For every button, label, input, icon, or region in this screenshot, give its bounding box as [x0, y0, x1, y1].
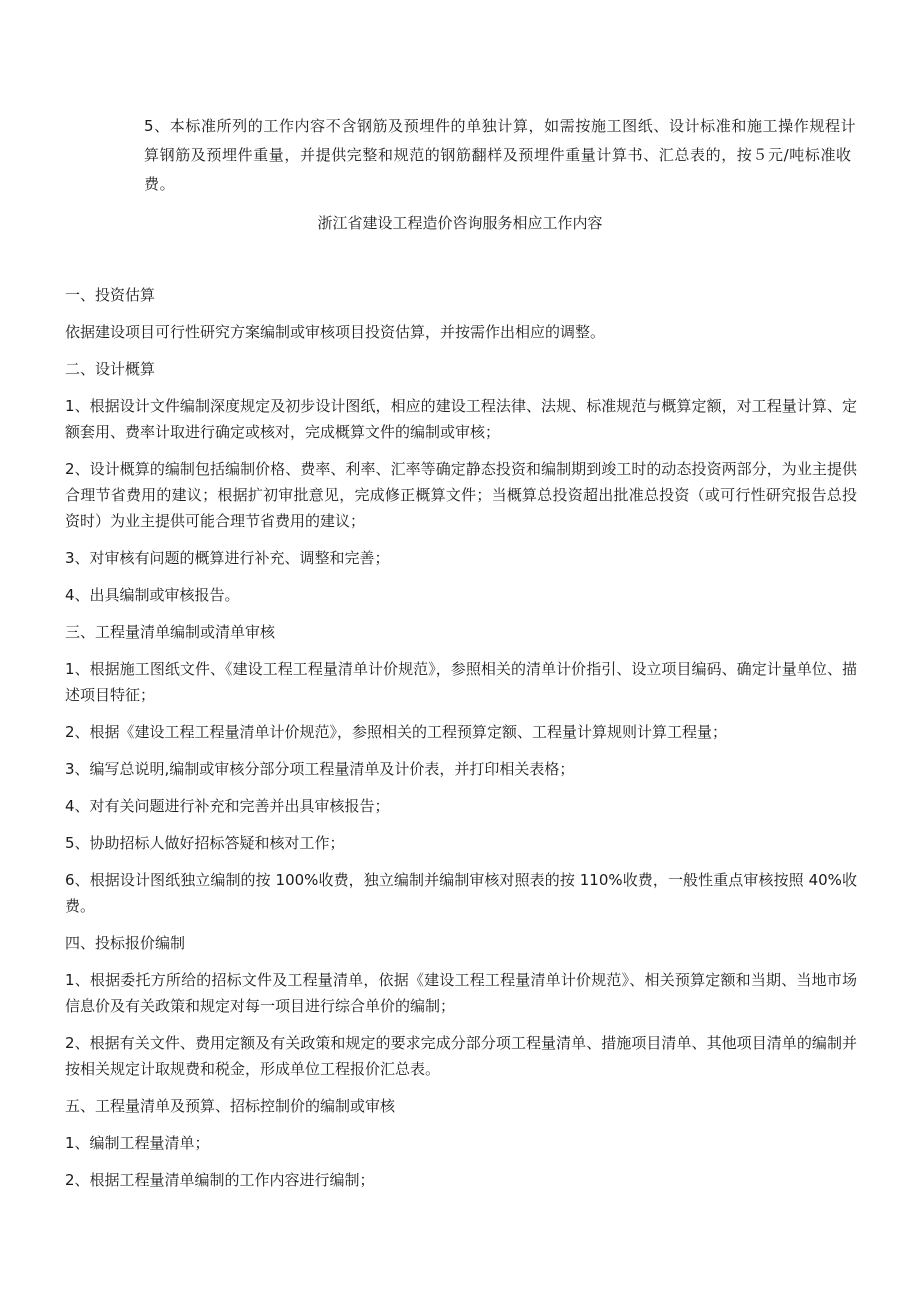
section-paragraph: 2、根据有关文件、费用定额及有关政策和规定的要求完成分部分项工程量清单、措施项目清单、其他项目清单的编制并按相关规定计取规费和税金，形成单位工程报价汇总表。 — [65, 1034, 857, 1078]
section-heading: 一、投资估算 — [65, 286, 156, 304]
section-paragraph: 依据建设项目可行性研究方案编制或审核项目投资估算，并按需作出相应的调整。 — [65, 323, 606, 341]
section-heading: 五、工程量清单及预算、招标控制价的编制或审核 — [65, 1097, 396, 1115]
intro-paragraph: 5、本标准所列的工作内容不含钢筋及预埋件的单独计算，如需按施工图纸、设计标准和施工操作规程计算钢筋及预埋件重量，并提供完整和规范的钢筋翻样及预埋件重量计算书、汇总表的，按５元/吨标准收费。 — [144, 117, 857, 193]
section-paragraph: 2、根据工程量清单编制的工作内容进行编制； — [65, 1171, 375, 1189]
document-title: 浙江省建设工程造价咨询服务相应工作内容 — [317, 214, 603, 232]
section-paragraph: 6、根据设计图纸独立编制的按 100%收费，独立编制并编制审核对照表的按 110%收费，一般性重点审核按照 40%收费。 — [65, 871, 857, 915]
section-heading: 三、工程量清单编制或清单审核 — [65, 623, 276, 641]
section-paragraph: 2、设计概算的编制包括编制价格、费率、利率、汇率等确定静态投资和编制期到竣工时的动态投资两部分，为业主提供合理节省费用的建议；根据扩初审批意见，完成修正概算文件；当概算总投资超出批准总投资（或可行性研究报告总投资时）为业主提供可能合理节省费用的建议； — [65, 460, 857, 530]
document-body — [65, 282, 857, 1204]
section-paragraph: 1、根据委托方所给的招标文件及工程量清单，依据《建设工程工程量清单计价规范》、相关预算定额和当期、当地市场信息价及有关政策和规定对每一项目进行综合单价的编制； — [65, 971, 857, 1015]
section-paragraph: 1、编制工程量清单； — [65, 1134, 210, 1152]
section-heading: 二、设计概算 — [65, 360, 156, 378]
section-paragraph: 3、对审核有问题的概算进行补充、调整和完善； — [65, 549, 390, 567]
section-paragraph: 3、编写总说明,编制或审核分部分项工程量清单及计价表，并打印相关表格； — [65, 760, 575, 778]
section-paragraph: 4、出具编制或审核报告。 — [65, 586, 240, 604]
section-paragraph: 5、协助招标人做好招标答疑和核对工作； — [65, 834, 345, 852]
section-heading: 四、投标报价编制 — [65, 934, 186, 952]
section-paragraph: 4、对有关问题进行补充和完善并出具审核报告； — [65, 797, 390, 815]
section-paragraph: 2、根据《建设工程工程量清单计价规范》，参照相关的工程预算定额、工程量计算规则计算工程量； — [65, 723, 728, 741]
section-paragraph: 1、根据施工图纸文件、《建设工程工程量清单计价规范》，参照相关的清单计价指引、设立项目编码、确定计量单位、描述项目特征； — [65, 660, 857, 704]
section-paragraph: 1、根据设计文件编制深度规定及初步设计图纸，相应的建设工程法律、法规、标准规范与概算定额，对工程量计算、定额套用、费率计取进行确定或核对，完成概算文件的编制或审核； — [65, 397, 857, 441]
